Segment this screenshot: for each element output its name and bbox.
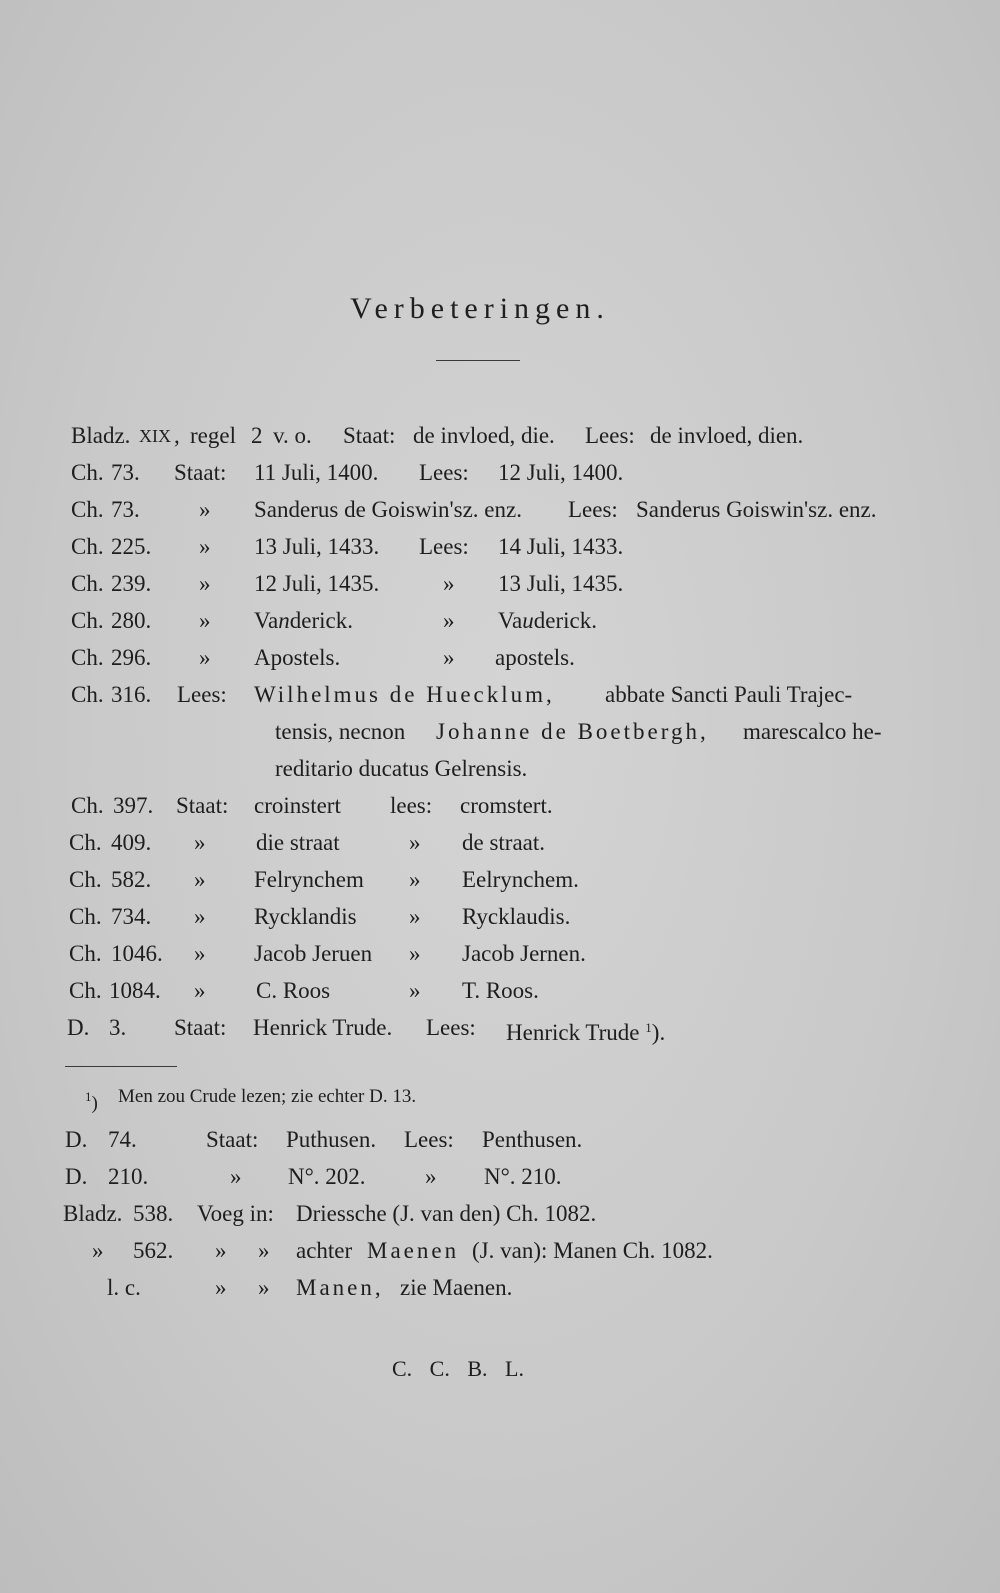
row-right: Sanderus Goiswin'sz. enz. — [636, 497, 877, 522]
row-right: 12 Juli, 1400. — [498, 460, 624, 485]
voeg-text: (J. van): Manen Ch. 1082. — [472, 1238, 713, 1263]
row-num: 3. — [109, 1015, 127, 1040]
row-num: 73. — [111, 497, 140, 522]
row-num: 409. — [111, 830, 152, 855]
row-num: 73. — [111, 460, 140, 485]
row-lees: Lees: — [568, 497, 618, 522]
row-lees: Lees: — [404, 1127, 454, 1152]
row-right: 13 Juli, 1435. — [498, 571, 624, 596]
row-marker: » — [194, 941, 206, 966]
row-lees: » — [409, 978, 421, 1003]
row-wrong-part: Va — [254, 608, 279, 633]
row-lees: Lees: — [426, 1015, 476, 1040]
row-right — [498, 607, 597, 635]
row-wrong: Sanderus de Goiswin'sz. enz. — [254, 497, 522, 522]
ch316-line2: tensis, necnon — [275, 719, 406, 744]
row-wrong: Rycklandis — [254, 904, 357, 929]
row-ref: Ch. — [71, 534, 104, 559]
row-lees: lees: — [390, 793, 433, 818]
voeg-ref: l. c. — [107, 1275, 141, 1300]
regel-number: 2 — [251, 423, 263, 448]
row-num: 582. — [111, 867, 152, 892]
row-ref: Ch. — [71, 793, 104, 818]
title-rule — [436, 360, 520, 361]
row-num: 280. — [111, 608, 152, 633]
row-right-part: derick. — [533, 608, 597, 633]
row-right: Penthusen. — [482, 1127, 583, 1152]
footnote-text: Men zou Crude lezen; zie echter D. 13. — [118, 1086, 417, 1107]
row-num: 1046. — [111, 941, 163, 966]
row-marker: » — [194, 904, 206, 929]
row-wrong: 11 Juli, 1400. — [254, 460, 379, 485]
row-num: 316. — [111, 682, 152, 707]
row-marker: » — [199, 645, 211, 670]
row-lees: » — [409, 830, 421, 855]
row-ref: Ch. — [71, 460, 104, 485]
row-marker: » — [199, 571, 211, 596]
row-marker: » — [199, 608, 211, 633]
voeg-num: 538. — [133, 1201, 174, 1226]
voeg-ref: Bladz. — [63, 1201, 123, 1226]
row-marker: Staat: — [176, 793, 229, 818]
row-right — [506, 1014, 665, 1047]
row-ref: Ch. — [71, 571, 104, 596]
row-wrong: die straat — [256, 830, 340, 855]
row-lees: » — [443, 608, 455, 633]
row-ref: Ch. — [69, 867, 102, 892]
staat-label: Staat: — [343, 423, 396, 448]
ch316-line1-spaced: Wilhelmus de Huecklum, — [254, 682, 555, 707]
row-lees: » — [409, 904, 421, 929]
row-wrong: Apostels. — [254, 645, 341, 670]
row-wrong: Puthusen. — [286, 1127, 377, 1152]
row-wrong: C. Roos — [256, 978, 331, 1003]
row-marker: Staat: — [174, 460, 227, 485]
bladz-page: XIX — [139, 426, 171, 446]
row-wrong: 13 Juli, 1433. — [254, 534, 380, 559]
row-ref: Ch. — [69, 830, 102, 855]
row-ref: Ch. — [71, 608, 104, 633]
row-num: 239. — [111, 571, 152, 596]
row-right: cromstert. — [460, 793, 553, 818]
row-wrong: Jacob Jeruen — [254, 941, 373, 966]
row-wrong-part: derick. — [289, 608, 353, 633]
ch316-line2-spaced: Johanne de Boetbergh, — [436, 719, 709, 744]
row-wrong: Felrynchem — [254, 867, 364, 892]
row-num: 225. — [111, 534, 152, 559]
row-num: 397. — [113, 793, 154, 818]
row-lees: » — [409, 867, 421, 892]
voeg-marker: » — [258, 1275, 270, 1300]
ch316-line1: abbate Sancti Pauli Trajec- — [605, 682, 853, 707]
row-marker: Staat: — [174, 1015, 227, 1040]
row-right: N°. 210. — [484, 1164, 562, 1189]
row-ref: Ch. — [71, 682, 104, 707]
ch316-line3: reditario ducatus Gelrensis. — [275, 756, 528, 781]
footnote — [85, 1083, 98, 1118]
voeg-marker: » — [258, 1238, 270, 1263]
row-ref: D. — [65, 1127, 88, 1152]
row-ref: Ch. — [71, 645, 104, 670]
row-right-italic: u — [522, 608, 534, 633]
row-num: 74. — [108, 1127, 137, 1152]
wrong-text: de invloed, die. — [413, 423, 555, 448]
row-ref: D. — [67, 1015, 90, 1040]
regel-label: regel — [190, 423, 236, 448]
signature: C. C. B. L. — [392, 1356, 524, 1381]
row-right: 14 Juli, 1433. — [498, 534, 624, 559]
voeg-text: zie Maenen. — [400, 1275, 513, 1300]
row-right: T. Roos. — [462, 978, 539, 1003]
row-lees: » — [443, 571, 455, 596]
voeg-ref: » — [92, 1238, 104, 1263]
regel-direction: v. o. — [273, 423, 312, 448]
ch316-line2-end: marescalco he- — [743, 719, 882, 744]
row-right: Eelrynchem. — [462, 867, 579, 892]
row-wrong: N°. 202. — [288, 1164, 366, 1189]
voeg-text-spaced: Manen, — [296, 1275, 384, 1300]
row-ref: Ch. — [71, 497, 104, 522]
row-num: 734. — [111, 904, 152, 929]
row-marker: » — [194, 978, 206, 1003]
row-lees: Lees: — [419, 534, 469, 559]
row-num: 210. — [108, 1164, 149, 1189]
row-marker: » — [199, 534, 211, 559]
row-num: 296. — [111, 645, 152, 670]
bladz-label: Bladz. — [71, 423, 131, 448]
footnote-rule — [65, 1066, 177, 1067]
row-marker: » — [199, 497, 211, 522]
page-title: Verbeteringen. — [350, 292, 610, 325]
row-wrong — [254, 607, 353, 635]
row-num: 1084. — [109, 978, 161, 1003]
row-ref: D. — [65, 1164, 88, 1189]
voeg-marker: » — [215, 1238, 227, 1263]
row-ref: Ch. — [69, 904, 102, 929]
row-right: de straat. — [462, 830, 546, 855]
row-marker: » — [230, 1164, 242, 1189]
row-right-part: Va — [498, 608, 523, 633]
row-lees: » — [409, 941, 421, 966]
footnote-mark: 1 — [85, 1089, 92, 1104]
row-marker: » — [194, 830, 206, 855]
row-right-text: Henrick Trude — [506, 1020, 640, 1045]
row-ref: Ch. — [69, 941, 102, 966]
voeg-num: 562. — [133, 1238, 174, 1263]
row-right: apostels. — [495, 645, 575, 670]
lees-label: Lees: — [585, 423, 635, 448]
row-lees: » — [425, 1164, 437, 1189]
voeg-text-spaced: Maenen — [367, 1238, 460, 1263]
row-ref: Ch. — [69, 978, 102, 1003]
row-right: Jacob Jernen. — [462, 941, 586, 966]
voeg-label: Voeg in: — [197, 1201, 274, 1226]
footnote-ref: 1 — [645, 1020, 652, 1035]
right-text: de invloed, dien. — [650, 423, 804, 448]
row-marker: Lees: — [177, 682, 227, 707]
bladz-comma: , — [174, 423, 180, 448]
row-wrong: Henrick Trude. — [253, 1015, 393, 1040]
footnote-paren: ) — [91, 1093, 98, 1114]
row-right-end: ). — [651, 1020, 666, 1045]
row-right: Rycklaudis. — [462, 904, 571, 929]
row-marker: Staat: — [206, 1127, 259, 1152]
row-wrong: croinstert — [254, 793, 341, 818]
voeg-text: Driessche (J. van den) Ch. 1082. — [296, 1201, 597, 1226]
row-wrong: 12 Juli, 1435. — [254, 571, 380, 596]
row-lees: » — [443, 645, 455, 670]
voeg-text: achter — [296, 1238, 353, 1263]
row-wrong-italic: n — [278, 608, 290, 633]
row-marker: » — [194, 867, 206, 892]
voeg-marker: » — [215, 1275, 227, 1300]
row-lees: Lees: — [419, 460, 469, 485]
